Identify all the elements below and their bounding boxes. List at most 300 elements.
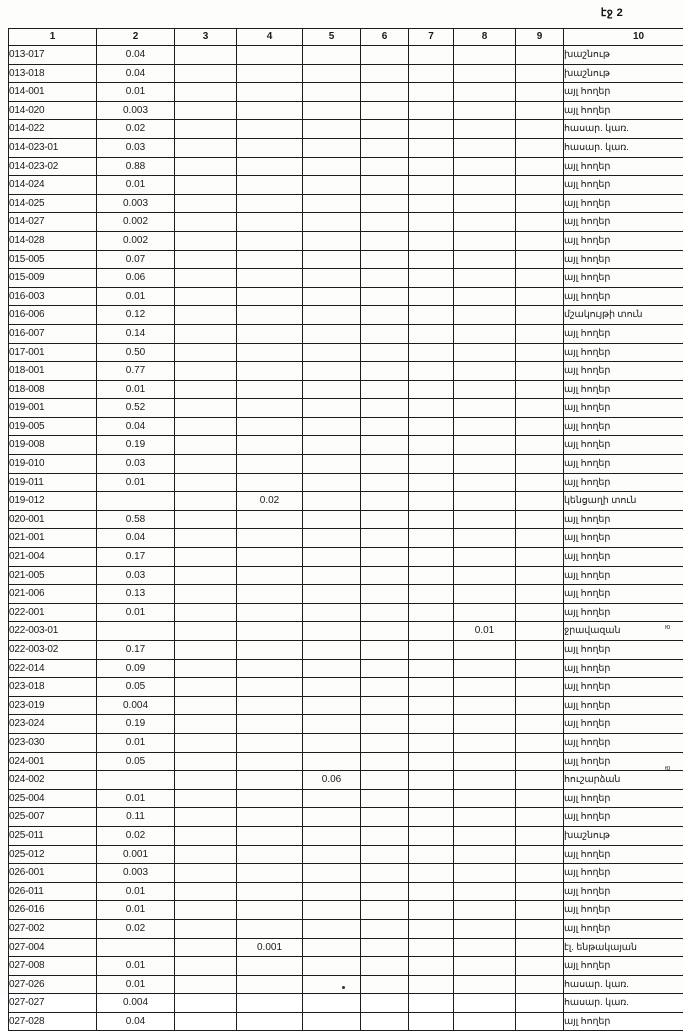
cell-area-col-4: 0.02 (237, 492, 303, 511)
cell-area-col-8 (454, 771, 516, 790)
table-row (9, 250, 683, 269)
cell-area-col-9 (516, 324, 564, 343)
cell-area-col-4 (237, 306, 303, 325)
cell-area-col-5 (303, 808, 361, 827)
cell-area-col-4 (237, 194, 303, 213)
cell-area-col-4 (237, 585, 303, 604)
table-row (9, 585, 683, 604)
cell-area-col-7 (409, 733, 454, 752)
cell-area-col-8 (454, 269, 516, 288)
cell-land-type: խաշնութ (564, 826, 683, 845)
cell-area-col-5 (303, 733, 361, 752)
cell-area-col-4 (237, 473, 303, 492)
cell-area-col-3 (175, 603, 237, 622)
cell-land-type: ջրավազան (564, 622, 683, 641)
cell-area-col-7 (409, 455, 454, 474)
cell-parcel-code: 014-023-02 (9, 157, 97, 176)
cell-land-type: հուշարձան (564, 771, 683, 790)
cell-area-col-9 (516, 808, 564, 827)
cell-area-col-6 (361, 882, 409, 901)
cell-area-col-8 (454, 715, 516, 734)
cell-area-col-8 (454, 957, 516, 976)
cell-area-col-5 (303, 994, 361, 1013)
cell-area-col-3 (175, 901, 237, 920)
cell-parcel-code: 026-011 (9, 882, 97, 901)
cell-area-col-8 (454, 194, 516, 213)
cell-area-col-7 (409, 250, 454, 269)
cell-land-type: այլ հողեր (564, 83, 683, 102)
cell-parcel-code: 014-001 (9, 83, 97, 102)
table-row (9, 83, 683, 102)
cell-area-col-3 (175, 101, 237, 120)
cell-area-col-5 (303, 157, 361, 176)
cell-area-col-6 (361, 845, 409, 864)
cell-area-col-9 (516, 473, 564, 492)
cell-area-col-9 (516, 789, 564, 808)
cell-area-col-5 (303, 455, 361, 474)
cell-area-col-3 (175, 436, 237, 455)
cell-area-col-7 (409, 101, 454, 120)
cell-area-col-7 (409, 938, 454, 957)
cell-area-col-3 (175, 733, 237, 752)
cell-land-type: այլ հողեր (564, 176, 683, 195)
cell-area-col-2: 0.88 (97, 157, 175, 176)
cell-area-col-3 (175, 455, 237, 474)
cell-area-col-3 (175, 231, 237, 250)
cell-area-col-3 (175, 138, 237, 157)
cell-area-col-9 (516, 194, 564, 213)
cell-area-col-4 (237, 231, 303, 250)
cell-area-col-9 (516, 826, 564, 845)
cell-land-type: այլ հողեր (564, 808, 683, 827)
cell-area-col-3 (175, 882, 237, 901)
table-header (9, 29, 683, 46)
cell-area-col-9 (516, 678, 564, 697)
cell-area-col-8 (454, 789, 516, 808)
cell-area-col-9 (516, 287, 564, 306)
cell-area-col-5 (303, 901, 361, 920)
cell-area-col-6 (361, 138, 409, 157)
cell-parcel-code: 025-004 (9, 789, 97, 808)
table-row (9, 455, 683, 474)
table-body (9, 46, 683, 1031)
cell-area-col-2: 0.07 (97, 250, 175, 269)
cell-area-col-5 (303, 678, 361, 697)
cell-parcel-code: 025-011 (9, 826, 97, 845)
cell-area-col-4 (237, 622, 303, 641)
cell-area-col-7 (409, 306, 454, 325)
cell-area-col-3 (175, 492, 237, 511)
cell-area-col-4 (237, 417, 303, 436)
cell-parcel-code: 014-028 (9, 231, 97, 250)
cell-area-col-6 (361, 901, 409, 920)
cell-area-col-8 (454, 46, 516, 65)
cell-area-col-7 (409, 715, 454, 734)
cell-area-col-4 (237, 678, 303, 697)
column-header-4: 4 (237, 29, 303, 46)
cell-area-col-5 (303, 417, 361, 436)
cell-area-col-5 (303, 194, 361, 213)
cell-parcel-code: 014-022 (9, 120, 97, 139)
cell-area-col-4 (237, 157, 303, 176)
cell-parcel-code: 014-025 (9, 194, 97, 213)
cell-area-col-7 (409, 157, 454, 176)
table-row (9, 343, 683, 362)
cell-area-col-6 (361, 213, 409, 232)
cell-area-col-3 (175, 417, 237, 436)
table-row (9, 789, 683, 808)
cell-area-col-4 (237, 789, 303, 808)
cell-area-col-4 (237, 83, 303, 102)
cell-parcel-code: 023-024 (9, 715, 97, 734)
cell-area-col-4 (237, 696, 303, 715)
cell-parcel-code: 018-008 (9, 380, 97, 399)
cell-area-col-5 (303, 213, 361, 232)
cell-land-type: այլ հողեր (564, 510, 683, 529)
cell-area-col-3 (175, 566, 237, 585)
table-row (9, 696, 683, 715)
cell-area-col-5 (303, 696, 361, 715)
cell-parcel-code: 027-008 (9, 957, 97, 976)
cell-land-type: այլ հողեր (564, 585, 683, 604)
table-row (9, 213, 683, 232)
cell-parcel-code: 022-014 (9, 659, 97, 678)
cell-area-col-3 (175, 473, 237, 492)
column-header-8: 8 (454, 29, 516, 46)
cell-area-col-8 (454, 994, 516, 1013)
cell-area-col-4 (237, 659, 303, 678)
cell-parcel-code: 022-003-01 (9, 622, 97, 641)
table-row (9, 138, 683, 157)
cell-area-col-4 (237, 919, 303, 938)
cell-land-type: այլ հողեր (564, 566, 683, 585)
cell-land-type: այլ հողեր (564, 101, 683, 120)
cell-area-col-7 (409, 566, 454, 585)
cell-area-col-4 (237, 436, 303, 455)
cell-area-col-6 (361, 380, 409, 399)
cell-area-col-7 (409, 269, 454, 288)
cell-area-col-2: 0.01 (97, 957, 175, 976)
cell-area-col-8 (454, 343, 516, 362)
cell-area-col-2: 0.002 (97, 231, 175, 250)
cell-area-col-9 (516, 510, 564, 529)
cell-area-col-2: 0.02 (97, 919, 175, 938)
cell-area-col-8 (454, 901, 516, 920)
cell-area-col-5 (303, 380, 361, 399)
cell-parcel-code: 023-030 (9, 733, 97, 752)
cell-area-col-3 (175, 529, 237, 548)
cell-parcel-code: 021-006 (9, 585, 97, 604)
cell-area-col-9 (516, 492, 564, 511)
cell-area-col-2: 0.01 (97, 789, 175, 808)
cell-area-col-8 (454, 120, 516, 139)
table-row (9, 529, 683, 548)
cell-area-col-5 (303, 231, 361, 250)
table-row (9, 826, 683, 845)
cell-area-col-2: 0.01 (97, 975, 175, 994)
table-row (9, 715, 683, 734)
cell-area-col-7 (409, 882, 454, 901)
cell-parcel-code: 021-004 (9, 548, 97, 567)
cell-land-type: այլ հողեր (564, 157, 683, 176)
cell-area-col-3 (175, 659, 237, 678)
cell-parcel-code: 015-005 (9, 250, 97, 269)
column-header-10: 10 (564, 29, 683, 46)
cell-land-type: այլ հողեր (564, 603, 683, 622)
cell-area-col-4 (237, 176, 303, 195)
cell-land-type: կենցաղի տուն (564, 492, 683, 511)
cell-area-col-3 (175, 176, 237, 195)
cell-parcel-code: 018-001 (9, 362, 97, 381)
table-row (9, 882, 683, 901)
cell-area-col-9 (516, 436, 564, 455)
cell-area-col-2: 0.05 (97, 752, 175, 771)
cell-area-col-6 (361, 715, 409, 734)
cell-area-col-2 (97, 771, 175, 790)
cell-land-type: այլ հողեր (564, 362, 683, 381)
cell-area-col-8 (454, 808, 516, 827)
cell-area-col-2: 0.17 (97, 641, 175, 660)
cell-area-col-5 (303, 585, 361, 604)
cell-area-col-2: 0.19 (97, 436, 175, 455)
cell-area-col-9 (516, 120, 564, 139)
cell-area-col-8 (454, 83, 516, 102)
cell-area-col-7 (409, 789, 454, 808)
cell-area-col-9 (516, 845, 564, 864)
cell-area-col-9 (516, 752, 564, 771)
cell-parcel-code: 013-017 (9, 46, 97, 65)
cell-area-col-7 (409, 622, 454, 641)
cell-area-col-9 (516, 641, 564, 660)
cell-area-col-8 (454, 882, 516, 901)
cell-land-type: այլ հողեր (564, 901, 683, 920)
cell-area-col-6 (361, 733, 409, 752)
cell-land-type: այլ հողեր (564, 417, 683, 436)
cell-land-type: այլ հողեր (564, 864, 683, 883)
cell-land-type: այլ հողեր (564, 919, 683, 938)
cell-area-col-5 (303, 83, 361, 102)
cell-area-col-3 (175, 864, 237, 883)
cell-area-col-2: 0.01 (97, 733, 175, 752)
table-row (9, 46, 683, 65)
cell-area-col-5 (303, 752, 361, 771)
cell-area-col-4 (237, 287, 303, 306)
table-row (9, 938, 683, 957)
cell-area-col-8 (454, 938, 516, 957)
cell-area-col-7 (409, 362, 454, 381)
cell-land-type: այլ հողեր (564, 324, 683, 343)
cell-area-col-2: 0.04 (97, 417, 175, 436)
cell-area-col-6 (361, 324, 409, 343)
cell-parcel-code: 024-001 (9, 752, 97, 771)
cell-area-col-3 (175, 771, 237, 790)
cell-area-col-5 (303, 919, 361, 938)
cell-land-type: այլ հողեր (564, 436, 683, 455)
cell-land-type: այլ հողեր (564, 957, 683, 976)
cell-parcel-code: 014-027 (9, 213, 97, 232)
cell-area-col-6 (361, 250, 409, 269)
cell-area-col-5 (303, 938, 361, 957)
cell-area-col-8 (454, 176, 516, 195)
cell-area-col-6 (361, 789, 409, 808)
table-row (9, 752, 683, 771)
cell-area-col-2: 0.03 (97, 455, 175, 474)
cell-area-col-7 (409, 46, 454, 65)
cell-area-col-4 (237, 882, 303, 901)
cell-area-col-5 (303, 789, 361, 808)
cell-area-col-8 (454, 64, 516, 83)
cell-area-col-2: 0.04 (97, 1012, 175, 1031)
cell-area-col-9 (516, 715, 564, 734)
cell-area-col-8 (454, 213, 516, 232)
cell-area-col-5 (303, 826, 361, 845)
table-row (9, 157, 683, 176)
table-row (9, 919, 683, 938)
cell-area-col-2: 0.04 (97, 64, 175, 83)
cell-area-col-6 (361, 287, 409, 306)
cell-area-col-7 (409, 975, 454, 994)
cell-area-col-4 (237, 1012, 303, 1031)
cell-area-col-5 (303, 548, 361, 567)
cell-area-col-7 (409, 659, 454, 678)
cell-area-col-7 (409, 436, 454, 455)
cell-area-col-4 (237, 64, 303, 83)
cell-land-type: հասար. կառ. (564, 994, 683, 1013)
cell-land-type: այլ հողեր (564, 380, 683, 399)
cell-land-type: այլ հողեր (564, 287, 683, 306)
cell-area-col-8 (454, 548, 516, 567)
cell-land-type: այլ հողեր (564, 882, 683, 901)
cell-area-col-2: 0.05 (97, 678, 175, 697)
cell-area-col-3 (175, 641, 237, 660)
cell-area-col-2: 0.001 (97, 845, 175, 864)
table-row (9, 771, 683, 790)
page-number-label: էջ 2 (601, 6, 623, 19)
cell-parcel-code: 019-011 (9, 473, 97, 492)
table-row (9, 362, 683, 381)
cell-parcel-code: 021-005 (9, 566, 97, 585)
cell-area-col-2: 0.01 (97, 287, 175, 306)
cell-area-col-6 (361, 46, 409, 65)
cell-area-col-6 (361, 752, 409, 771)
cell-area-col-5 (303, 641, 361, 660)
cell-area-col-7 (409, 176, 454, 195)
cell-area-col-3 (175, 510, 237, 529)
cell-parcel-code: 016-003 (9, 287, 97, 306)
cell-area-col-9 (516, 994, 564, 1013)
cell-land-type: այլ հողեր (564, 548, 683, 567)
cell-area-col-5 (303, 1012, 361, 1031)
cell-parcel-code: 019-010 (9, 455, 97, 474)
cell-area-col-3 (175, 250, 237, 269)
column-header-6: 6 (361, 29, 409, 46)
cell-area-col-9 (516, 250, 564, 269)
cell-area-col-6 (361, 938, 409, 957)
cell-land-type: այլ հողեր (564, 269, 683, 288)
table-row (9, 622, 683, 641)
cell-area-col-3 (175, 306, 237, 325)
cell-area-col-5 (303, 603, 361, 622)
cell-area-col-7 (409, 343, 454, 362)
cell-area-col-9 (516, 101, 564, 120)
cell-area-col-5 (303, 957, 361, 976)
cell-parcel-code: 022-001 (9, 603, 97, 622)
cell-area-col-9 (516, 938, 564, 957)
cell-land-type: այլ հողեր (564, 455, 683, 474)
cell-area-col-2: 0.58 (97, 510, 175, 529)
cell-parcel-code: 023-019 (9, 696, 97, 715)
cell-area-col-7 (409, 492, 454, 511)
cell-area-col-4 (237, 733, 303, 752)
cell-area-col-2: 0.04 (97, 46, 175, 65)
cell-area-col-4: 0.001 (237, 938, 303, 957)
page-bottom-dot (342, 986, 345, 989)
cell-area-col-5 (303, 399, 361, 418)
cell-area-col-4 (237, 864, 303, 883)
cell-land-type: այլ հողեր (564, 231, 683, 250)
cell-area-col-9 (516, 919, 564, 938)
cell-area-col-5 (303, 306, 361, 325)
cell-parcel-code: 015-009 (9, 269, 97, 288)
cell-area-col-6 (361, 399, 409, 418)
cell-area-col-3 (175, 622, 237, 641)
cell-area-col-8 (454, 678, 516, 697)
cell-area-col-3 (175, 826, 237, 845)
cell-area-col-3 (175, 83, 237, 102)
cell-area-col-9 (516, 362, 564, 381)
cell-area-col-2: 0.52 (97, 399, 175, 418)
cell-land-type: այլ հողեր (564, 473, 683, 492)
cell-area-col-3 (175, 938, 237, 957)
cell-area-col-4 (237, 46, 303, 65)
table-row (9, 864, 683, 883)
table-row (9, 808, 683, 827)
cell-area-col-9 (516, 417, 564, 436)
cell-area-col-2: 0.003 (97, 101, 175, 120)
cell-area-col-5 (303, 101, 361, 120)
cell-area-col-5 (303, 46, 361, 65)
cell-land-type: այլ հողեր (564, 696, 683, 715)
cell-land-type: հասար. կառ. (564, 120, 683, 139)
cell-area-col-6 (361, 1012, 409, 1031)
cell-area-col-2: 0.01 (97, 83, 175, 102)
cell-area-col-6 (361, 101, 409, 120)
cell-area-col-2 (97, 492, 175, 511)
cell-area-col-5 (303, 864, 361, 883)
cell-area-col-6 (361, 83, 409, 102)
cell-area-col-5 (303, 324, 361, 343)
cell-area-col-2: 0.06 (97, 269, 175, 288)
cell-area-col-9 (516, 213, 564, 232)
table-row (9, 306, 683, 325)
cell-area-col-9 (516, 399, 564, 418)
cell-area-col-6 (361, 157, 409, 176)
cell-area-col-7 (409, 994, 454, 1013)
cell-area-col-5 (303, 882, 361, 901)
cell-area-col-9 (516, 343, 564, 362)
cell-area-col-8 (454, 380, 516, 399)
margin-mark-2: ю (665, 765, 670, 772)
cell-area-col-8 (454, 975, 516, 994)
cell-area-col-6 (361, 194, 409, 213)
cell-area-col-6 (361, 306, 409, 325)
table-row (9, 287, 683, 306)
land-registry-table (8, 28, 683, 1031)
cell-parcel-code: 020-001 (9, 510, 97, 529)
cell-land-type: այլ հողեր (564, 789, 683, 808)
cell-area-col-9 (516, 975, 564, 994)
cell-area-col-7 (409, 324, 454, 343)
